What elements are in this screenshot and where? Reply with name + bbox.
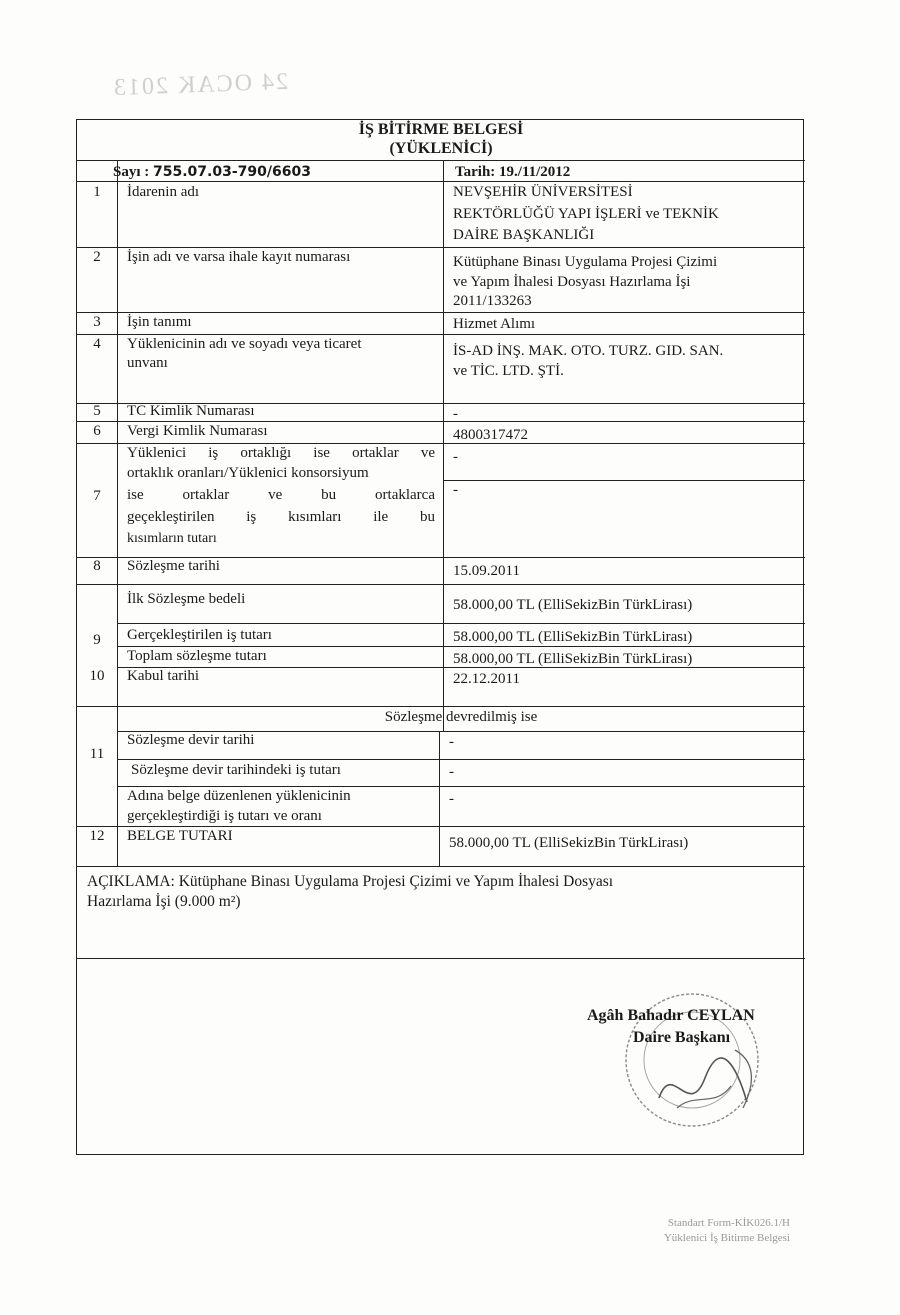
- row-number: 12: [89, 828, 105, 844]
- table-rule: [117, 160, 118, 866]
- tarih-field: [455, 163, 570, 182]
- row-number: 2: [93, 249, 101, 265]
- sayi-label: Sayı :: [113, 164, 150, 180]
- row-value: İS-AD İNŞ. MAK. OTO. TURZ. GID. SAN.: [453, 343, 724, 359]
- row-label: gerçekleştirdiği iş tutarı ve oranı: [127, 808, 322, 824]
- table-rule: [77, 706, 805, 707]
- row-value: -: [449, 764, 454, 780]
- sayi-field: [113, 163, 311, 182]
- row-value: 58.000,00 TL (ElliSekizBin TürkLirası): [453, 597, 693, 613]
- row-number: 7: [93, 488, 101, 504]
- tarih-label: Tarih:: [455, 164, 496, 180]
- form-code: Standart Form-KİK026.1/H: [667, 1217, 790, 1229]
- row-value: Kütüphane Binası Uygulama Projesi Çizimi: [453, 254, 718, 270]
- row-value: 58.000,00 TL (ElliSekizBin TürkLirası): [453, 651, 693, 667]
- row-label: ortaklık oranları/Yüklenici konsorsiyum: [127, 465, 369, 481]
- table-rule: [443, 160, 444, 731]
- form-name: Yüklenici İş Bitirme Belgesi: [663, 1232, 790, 1244]
- row-number: 1: [93, 184, 101, 200]
- row-label: Sözleşme tarihi: [127, 558, 220, 574]
- row-label: Vergi Kimlik Numarası: [127, 423, 268, 439]
- row-value: ve TİC. LTD. ŞTİ.: [453, 363, 564, 379]
- row-value: -: [449, 734, 454, 750]
- row-value: ve Yapım İhalesi Dosyası Hazırlama İşi: [453, 274, 691, 290]
- row-value: 58.000,00 TL (ElliSekizBin TürkLirası): [453, 629, 693, 645]
- document-title: İŞ BİTİRME BELGESİ: [358, 121, 524, 138]
- received-stamp: 24 OCAK 2013: [111, 68, 289, 102]
- row-value: -: [453, 449, 458, 465]
- row-label: TC Kimlik Numarası: [127, 403, 255, 419]
- official-seal: [597, 980, 787, 1140]
- row-number: 10: [89, 668, 105, 684]
- row-value: REKTÖRLÜĞÜ YAPI İŞLERİ ve TEKNİK: [453, 206, 719, 222]
- row-number: 4: [93, 336, 101, 352]
- row-value: NEVŞEHİR ÜNİVERSİTESİ: [453, 184, 633, 200]
- aciklama-text: Hazırlama İşi (9.000 m²): [87, 893, 241, 910]
- row-label: Adına belge düzenlenen yüklenicinin: [127, 788, 351, 804]
- row-label: Gerçekleştirilen iş tutarı: [127, 627, 272, 643]
- row-value: Hizmet Alımı: [453, 316, 536, 332]
- row-number: 9: [93, 632, 101, 648]
- row-value: -: [453, 406, 458, 422]
- row-value: -: [449, 791, 454, 807]
- row-heading: Sözleşme devredilmiş ise: [384, 709, 538, 725]
- row-label: İşin adı ve varsa ihale kayıt numarası: [127, 249, 351, 265]
- table-rule: [443, 480, 805, 481]
- table-rule: [117, 623, 805, 624]
- table-rule: [77, 160, 805, 161]
- row-label: Yüklenici iş ortaklığı ise ortaklar ve: [127, 445, 435, 461]
- document-frame: [76, 119, 804, 1155]
- row-label: Toplam sözleşme tutarı: [127, 648, 267, 664]
- table-rule: [77, 584, 805, 585]
- table-rule: [77, 181, 805, 182]
- row-label: İdarenin adı: [127, 184, 200, 200]
- row-label: kısımların tutarı: [127, 531, 217, 546]
- row-label: Kabul tarihi: [127, 668, 200, 684]
- row-label: Yüklenicinin adı ve soyadı veya ticaret: [127, 336, 362, 352]
- signatory-name: Agâh Bahadır CEYLAN: [587, 1007, 755, 1024]
- row-label: BELGE TUTARI: [127, 828, 233, 844]
- table-rule: [117, 759, 805, 760]
- aciklama-text: AÇIKLAMA: Kütüphane Binası Uygulama Projesi Çizimi ve Yapım İhalesi Dosyası: [87, 873, 614, 890]
- row-label: İlk Sözleşme bedeli: [127, 591, 246, 607]
- row-value: 15.09.2011: [453, 563, 520, 579]
- row-number: 8: [93, 558, 101, 574]
- row-value: 2011/133263: [453, 293, 532, 309]
- sayi-value: 755.07.03-790/6603: [153, 164, 311, 180]
- row-label: geçekleştirilen iş kısımları ile bu: [127, 509, 435, 525]
- row-label: ise ortaklar ve bu ortaklarca: [127, 487, 435, 503]
- row-label: Sözleşme devir tarihindeki iş tutarı: [131, 762, 341, 778]
- row-value: 4800317472: [453, 427, 528, 443]
- row-value: -: [453, 482, 458, 498]
- signatory-title: Daire Başkanı: [633, 1029, 731, 1046]
- row-label: Sözleşme devir tarihi: [127, 732, 255, 748]
- row-number: 3: [93, 314, 101, 330]
- row-label: unvanı: [127, 355, 168, 371]
- table-rule: [77, 958, 805, 959]
- row-number: 6: [93, 423, 101, 439]
- row-value: 58.000,00 TL (ElliSekizBin TürkLirası): [449, 835, 689, 851]
- tarih-value: 19./11/2012: [499, 164, 571, 180]
- row-label: İşin tanımı: [127, 314, 192, 330]
- document-subtitle: (YÜKLENİCİ): [389, 140, 493, 157]
- row-number: 11: [89, 746, 105, 762]
- row-value: DAİRE BAŞKANLIĞI: [453, 227, 595, 243]
- row-value: 22.12.2011: [453, 671, 520, 687]
- table-rule: [77, 866, 805, 867]
- row-number: 5: [93, 403, 101, 419]
- table-rule: [439, 731, 440, 866]
